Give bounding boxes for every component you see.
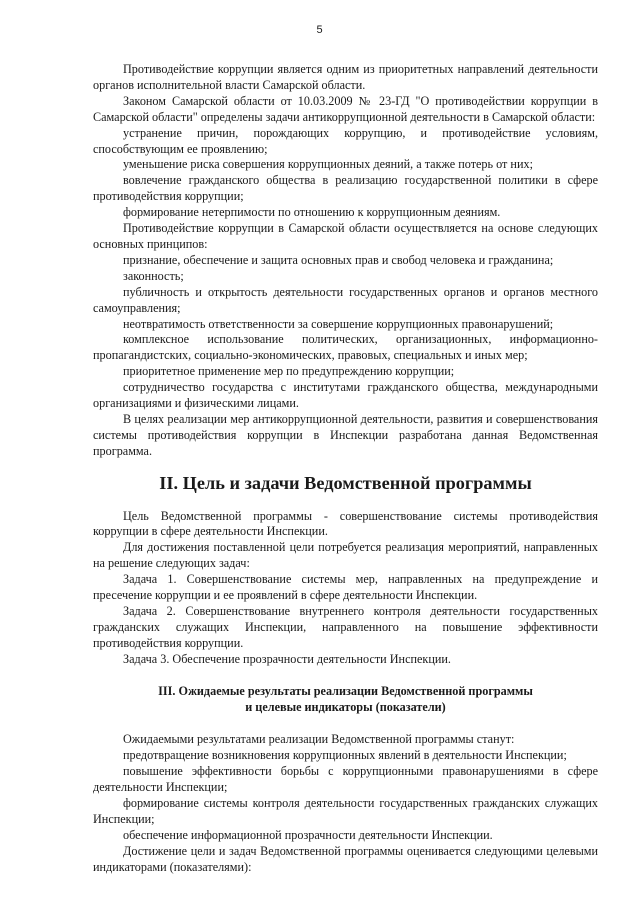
section-heading-3-line-2: и целевые индикаторы (показатели) xyxy=(245,699,446,714)
paragraph: Задача 3. Обеспечение прозрачности деятельности Инспекции. xyxy=(123,651,451,666)
paragraph: В целях реализации мер антикоррупционной деятельности, развития и совершенствования системы противодействия коррупции в Инспекции разработана данная Ведомственная программа. xyxy=(93,411,598,458)
paragraph: Ожидаемыми результатами реализации Ведомственной программы станут: xyxy=(123,732,515,747)
paragraph: законность; xyxy=(123,268,184,283)
section-3-body xyxy=(93,732,598,875)
paragraph: уменьшение риска совершения коррупционных деяний, а также потерь от них; xyxy=(123,157,533,172)
paragraph: неотвратимость ответственности за совершение коррупционных правонарушений; xyxy=(123,316,554,331)
section-2-body xyxy=(93,509,598,668)
paragraph: признание, обеспечение и защита основных прав и свобод человека и гражданина; xyxy=(123,252,554,267)
paragraph: публичность и открытость деятельности государственных органов и органов местного самоуправления; xyxy=(93,284,598,315)
paragraph: формирование системы контроля деятельности государственных гражданских служащих Инспекции; xyxy=(93,796,598,826)
section-heading-3 xyxy=(93,684,598,716)
paragraph: Законом Самарской области от 10.03.2009 № 23-ГД "О противодействии коррупции в Самарской области" определены задачи антикоррупционной деятельности в Самарской области: xyxy=(93,93,598,124)
paragraph: Для достижения поставленной цели потребуется реализация мероприятий, направленных на решение следующих задач: xyxy=(93,540,598,571)
paragraph: сотрудничество государства с институтами гражданского общества, международными организациями и физическими лицами. xyxy=(93,380,598,411)
paragraph: повышение эффективности борьбы с коррупционными правонарушениями в сфере деятельности Инспекции; xyxy=(93,764,598,795)
paragraph: Цель Ведомственной программы - совершенствование системы противодействия коррупции в сфере деятельности Инспекции. xyxy=(93,508,598,539)
paragraph: Достижение цели и задач Ведомственной программы оценивается следующими целевыми индикаторами (показателями): xyxy=(93,843,598,874)
intro-section xyxy=(93,62,598,460)
paragraph: Задача 2. Совершенствование внутреннего контроля деятельности государственных гражданских служащих Инспекции, направленного на повышение эффективности противодействия коррупции. xyxy=(93,604,598,650)
paragraph: Задача 1. Совершенствование системы мер, направленных на предупреждение и пресечение коррупции и ее проявлений в сфере деятельности Инспекции. xyxy=(93,572,598,603)
section-heading-2: II. Цель и задачи Ведомственной программы xyxy=(159,472,532,493)
document-body xyxy=(93,62,598,876)
paragraph: Противодействие коррупции является одним из приоритетных направлений деятельности органов исполнительной власти Самарской области. xyxy=(93,62,598,92)
paragraph: устранение причин, порождающих коррупцию, и противодействие условиям, способствующим ее проявлению; xyxy=(93,125,598,156)
paragraph: вовлечение гражданского общества в реализацию государственной политики в сфере противодействия коррупции; xyxy=(93,173,598,204)
paragraph: обеспечение информационной прозрачности деятельности Инспекции. xyxy=(123,827,493,842)
page-number: 5 xyxy=(316,24,323,36)
section-heading-3-line-1: III. Ожидаемые результаты реализации Ведомственной программы xyxy=(158,683,533,698)
paragraph: приоритетное применение мер по предупреждению коррупции; xyxy=(123,364,455,379)
paragraph: предотвращение возникновения коррупционных явлений в деятельности Инспекции; xyxy=(123,748,567,763)
paragraph: формирование нетерпимости по отношению к коррупционным деяниям. xyxy=(123,205,501,220)
paragraph: комплексное использование политических, организационных, информационно-пропагандистских, социально-экономических, правовых, специальных и иных мер; xyxy=(93,332,598,363)
paragraph: Противодействие коррупции в Самарской области осуществляется на основе следующих основных принципов: xyxy=(93,221,598,251)
